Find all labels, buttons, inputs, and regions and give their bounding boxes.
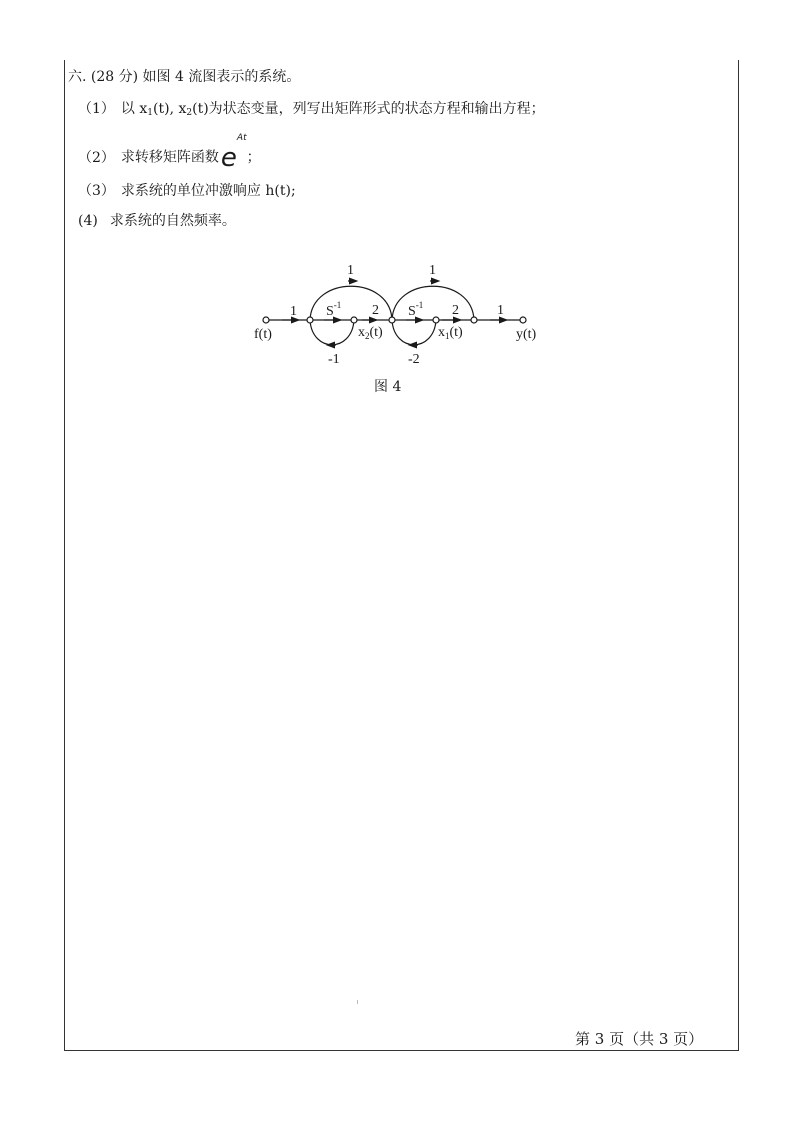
page-frame [64, 60, 739, 1051]
branch-feedforward-left [310, 286, 392, 320]
node-input [263, 317, 269, 323]
question-header: 六. (28 分) 如图 4 流图表示的系统。 [68, 69, 301, 85]
item-1-sub-2: 2 [186, 108, 193, 118]
node-out [471, 317, 477, 323]
branch-feedback-right [392, 320, 436, 345]
label-x1: $x_1(t)$ [438, 325, 463, 341]
node-x1 [433, 317, 439, 323]
gain-mid-left: 2 [372, 303, 379, 318]
item-1 [78, 100, 545, 122]
item-2-tail: ； [246, 149, 261, 166]
signal-flow-graph [240, 255, 560, 370]
label-input: f(t) [254, 327, 272, 342]
gain-input: 1 [290, 304, 297, 319]
gain-feedback-left: -1 [328, 352, 340, 367]
label-output: y(t) [516, 327, 537, 342]
scan-mark [357, 1000, 358, 1004]
item-1-text-b: (t), x [153, 101, 187, 117]
item-1-text-a: 以 x [120, 101, 148, 117]
item-2 [78, 133, 261, 173]
item-4 [78, 212, 236, 230]
page-footer: 第 3 页（共 3 页） [575, 1030, 704, 1048]
gain-mid-right: 2 [452, 303, 459, 318]
matrix-exponential-symbol: $e^{At}$ [220, 133, 247, 173]
branch-feedforward-right [392, 286, 474, 320]
item-3 [78, 182, 296, 200]
integrator-right: $S^{-1}$ [408, 300, 424, 319]
item-1-text-c: (t)为状态变量，列写出矩阵形式的状态方程和输出方程； [192, 101, 545, 117]
node-sum-1 [307, 317, 313, 323]
item-3-number: （3） [78, 183, 115, 199]
item-1-sub-1: 1 [147, 108, 154, 118]
item-4-number: (4) [78, 213, 98, 229]
item-2-number: （2） [78, 149, 115, 166]
item-1-number: （1） [78, 101, 115, 117]
gain-output: 1 [497, 303, 504, 318]
integrator-left: $S^{-1}$ [326, 300, 342, 319]
item-2-text: 求转移矩阵函数 [120, 149, 219, 166]
item-3-text: 求系统的单位冲激响应 h(t); [120, 183, 296, 199]
node-sum-2 [389, 317, 395, 323]
gain-top-left: 1 [347, 263, 354, 278]
figure-caption: 图 4 [374, 379, 402, 395]
node-x2 [351, 317, 357, 323]
gain-top-right: 1 [429, 263, 436, 278]
node-output [520, 317, 526, 323]
gain-feedback-right: -2 [408, 352, 420, 367]
item-4-text: 求系统的自然频率。 [109, 213, 236, 229]
label-x2: $x_2(t)$ [358, 325, 383, 341]
branch-feedback-left [310, 320, 354, 345]
